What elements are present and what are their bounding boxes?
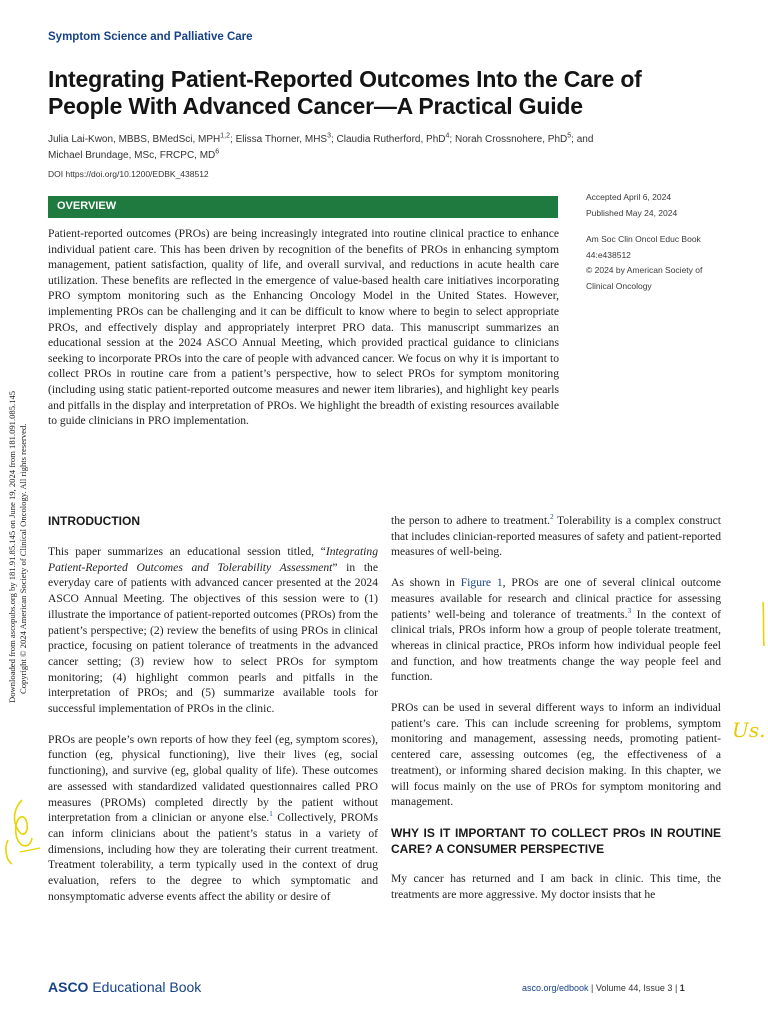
sidenote-line-2: Copyright © 2024 American Society of Clinical Oncology. All rights reserved. [18,423,28,694]
download-sidenote [4,318,36,708]
citation-ref[interactable]: 2 [550,513,554,522]
overview-label: OVERVIEW [57,200,117,212]
session-title: Integrating Patient-Reported Outcomes and Tolerability Assessment [48,545,378,574]
footer-volume: Volume 44, Issue 3 [595,983,673,993]
copyright-line: © 2024 by American Society of [586,265,703,275]
text-run: As shown in [391,576,461,590]
footer-brand [48,979,201,995]
left-column [48,513,378,919]
author-name: ; Norah Crossnohere, PhD [449,134,568,145]
text-run: ” in the everyday care of patients with advanced cancer presented at the 2024 ASCO Annual Meeting. The objectives of this session were to (1) illustrate the importance of patient-reported outcomes (PROs) from the patient’s perspective; (2) review the benefits of using PROs in clinical practice, focusing on patient tolerance of treatments in the advanced cancer setting; (3) review how to select PROs for symptom monitoring; (4) highlight common pearls and pitfalls in the interpretation of PROs; and (5) summarize available tools for successful implementation of PROs in the clinic. [48,560,378,716]
text-run: Collectively, PROMs can inform clinicians about the patient’s status in a variety of dimensions, including how they are tolerating their current treatment. Treatment tolerability, a term typically used in the context of drug evaluation, refers to the degree to which symptomatic and nonsymptomatic adverse events affect the ability or desire of [48,811,378,903]
sidenote-line-1: Downloaded from ascopubs.org by 181.91.85.145 on June 19, 2024 from 181.091.085.145 [7,390,17,703]
section-label: Symptom Science and Palliative Care [48,31,253,43]
published-date: Published May 24, 2024 [586,207,678,218]
footer-brand-suffix: Educational Book [88,979,202,995]
footer-info [522,983,685,993]
publication-dates [586,190,726,221]
paragraph [48,732,378,905]
figure-link[interactable]: Figure 1 [460,576,503,590]
handwritten-margin-note: Us. [732,718,766,742]
paragraph: My cancer has returned and I am back in clinic. This time, the treatments are more aggressive. My doctor insists that he [391,871,721,901]
author-list [48,132,608,164]
text-run: This paper summarizes an educational session titled, “ [48,545,326,558]
accepted-date: Accepted April 6, 2024 [586,192,672,202]
section-heading-introduction: INTRODUCTION [48,514,140,528]
author-name: ; and [571,134,594,145]
page-number: 1 [679,983,685,993]
overview-banner [48,196,558,218]
journal-info [586,232,726,294]
affiliation-ref: 6 [215,148,220,156]
citation-ref[interactable]: 1 [269,810,273,819]
handwritten-margin-line-right [760,600,768,650]
footer-site-link[interactable]: asco.org/edbook [522,983,589,993]
footer-separator: | [588,983,596,993]
text-run: , PROs are one of several clinical outcome measures available for research and clinical practice for assessing patients’ well-being and tolerance of treatments. [391,576,721,621]
sidenote-text [4,318,36,708]
volume-id: 44:e438512 [586,249,631,260]
footer-separator: | [672,983,680,993]
overview-abstract: Patient-reported outcomes (PROs) are being increasingly integrated into routine clinical practice to enhance individual patient care. This has been driven by recognition of the benefits of PROs in enhancing symptom management, patient satisfaction, quality of life, and overall survival, and reductions in acute health care utilization. These benefits are reflected in the emergence of value-based health care initiatives incorporating PRO symptom monitoring such as the Enhancing Oncology Model in the United States. However, implementing PROs can be challenging and it can be difficult to know where to begin to select appropriate PROs, and effectively display and appropriately interpret PRO data. This manuscript summarizes an educational session at the 2024 ASCO Annual Meeting, which provided practical guidance to clinicians seeking to incorporate PROs into the care of people with advanced cancer. We focus on why it is important to collect PROs in routine care from a patient’s perspective, how to select PROs for symptom monitoring (including using static patient-reported outcome measures and newer item libraries), and highlight key pearls and pitfalls in the display and interpretation of PROs. We highlight the breadth of existing resources available to guide clinicians in PRO implementation. [48,227,559,428]
author-name: Michael Brundage, MSc, FRCPC, MD [48,150,216,161]
text-run: Tolerability is a complex construct that includes clinician-reported measures of safety and patient-reported measures of well-being. [391,514,721,559]
handwritten-margin-scribble-left [0,790,48,880]
affiliation-ref: 5 [567,132,572,140]
affiliation-ref: 3 [327,132,331,140]
affiliation-ref: 1,2 [220,132,231,140]
copyright-line: Clinical Oncology [586,280,652,291]
paragraph [391,575,721,685]
paragraph [391,513,721,560]
text-run: PROs are people’s own reports of how they feel (eg, symptom scores), function (eg, physical functioning), live their lives (eg, social functioning), and survive (eg, global quality of life). These outcomes are assessed with standardized validated questionnaires called PRO measures (PROMs) completed directly by the patient without interpretation from a clinician or anyone else. [48,732,378,825]
text-run: In the context of clinical trials, PROs inform how a group of people tolerate treatment, whereas in clinical practice, PROs inform how individual people feel and function, and how treatments change the way people feel and function. [391,607,721,684]
section-heading-consumer-perspective: WHY IS IT IMPORTANT TO COLLECT PROs IN ROUTINE CARE? A CONSUMER PERSPECTIVE [391,825,721,856]
text-run: the person to adhere to treatment. [391,514,551,527]
author-name: ; Elissa Thorner, MHS [230,134,328,145]
affiliation-ref: 4 [445,132,450,140]
right-column [391,513,721,917]
author-name: ; Claudia Rutherford, PhD [331,134,446,145]
asco-logo-text: ASCO [48,979,89,995]
doi-link[interactable]: DOI https://doi.org/10.1200/EDBK_438512 [48,169,209,179]
article-title: Integrating Patient-Reported Outcomes Into the Care of People With Advanced Cancer—A Practical Guide [48,66,642,119]
paragraph [48,544,378,717]
citation-ref[interactable]: 3 [627,606,632,615]
author-name: Julia Lai-Kwon, MBBS, BMedSci, MPH [48,134,221,145]
paragraph: PROs can be used in several different ways to inform an individual patient’s care. This can include screening for problems, symptom monitoring and management, assessing needs, promoting patient-centered care, assessing outcomes (eg, the effectiveness of a treatment), or informing shared decision making. In this chapter, we will focus mainly on the use of PROs for symptom monitoring and management. [391,701,721,809]
journal-name: Am Soc Clin Oncol Educ Book [586,234,701,244]
